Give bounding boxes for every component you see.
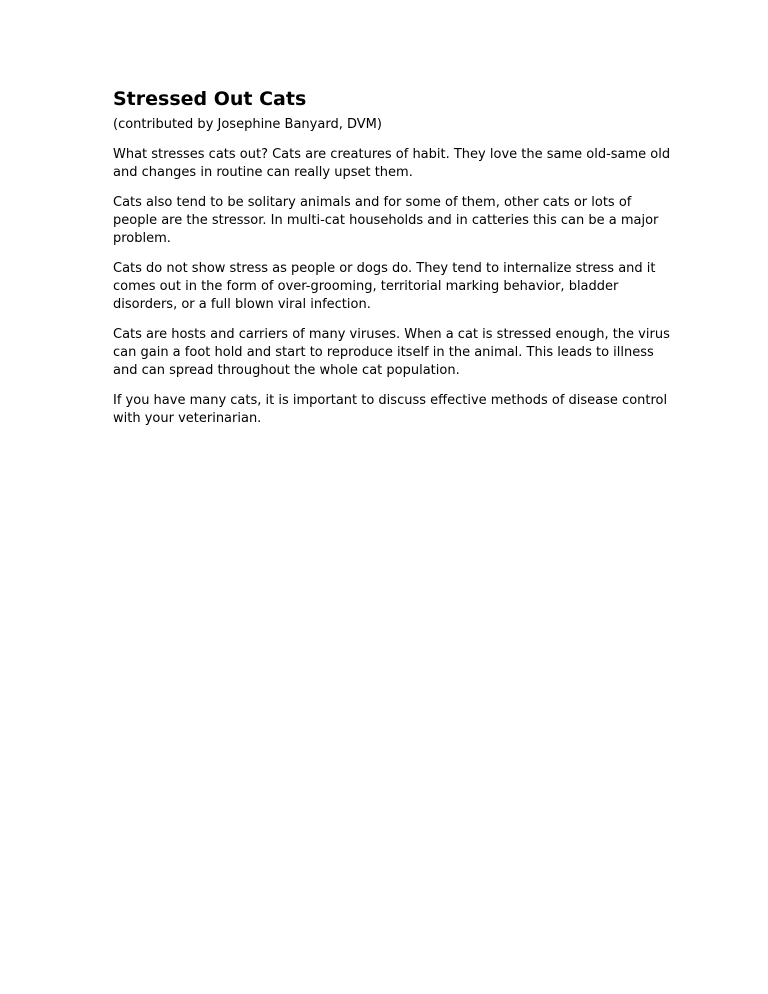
page-title: Stressed Out Cats xyxy=(113,88,307,110)
paragraph-2: Cats also tend to be solitary animals and for some of them, other cats or lots of people are the stressor. In multi-cat households and in catteries this can be a major problem. xyxy=(113,195,659,246)
document-page xyxy=(113,86,673,440)
paragraph-5: If you have many cats, it is important to discuss effective methods of disease control with your veterinarian. xyxy=(113,393,668,426)
byline: (contributed by Josephine Banyard, DVM) xyxy=(113,117,382,132)
paragraph-3: Cats do not show stress as people or dogs do. They tend to internalize stress and it comes out in the form of over-grooming, territorial marking behavior, bladder disorders, or a full blown viral infection. xyxy=(113,261,656,312)
paragraph-4: Cats are hosts and carriers of many viruses. When a cat is stressed enough, the virus can gain a foot hold and start to reproduce itself in the animal. This leads to illness and can spread throughout the whole cat population. xyxy=(113,327,670,378)
paragraph-1: What stresses cats out? Cats are creatures of habit. They love the same old-same old and changes in routine can really upset them. xyxy=(113,147,671,180)
